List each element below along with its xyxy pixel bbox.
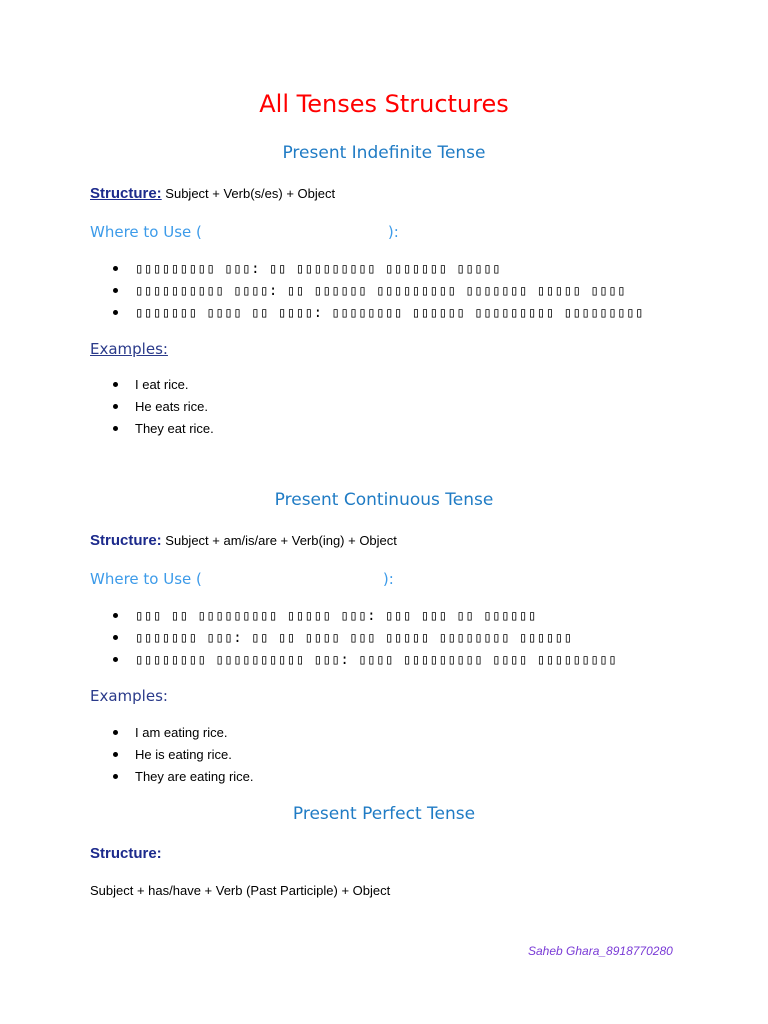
examples-heading: Examples: — [90, 687, 168, 705]
where-to-use-label: Where to Use ( — [90, 223, 202, 241]
structure-formula: Subject + am/is/are + Verb(ing) + Object — [161, 533, 397, 548]
structure-label: Structure: — [90, 185, 162, 202]
usage-list — [110, 258, 644, 324]
author-signature: Saheb Ghara_8918770280 — [528, 944, 673, 958]
where-to-use-label: Where to Use ( — [90, 570, 202, 588]
list-item: ▯▯▯▯▯▯▯ ▯▯▯: ▯▯ ▯▯ ▯▯▯▯ ▯▯▯ ▯▯▯▯▯ ▯▯▯▯▯▯▯▯ ▯▯▯▯▯▯ — [110, 627, 617, 649]
structure-line — [90, 532, 397, 549]
structure-label: Structure: — [90, 532, 162, 549]
structure-label: Structure: — [90, 845, 162, 862]
section-heading-present-indefinite: Present Indefinite Tense — [282, 143, 486, 163]
section-heading-present-continuous: Present Continuous Tense — [274, 490, 494, 510]
examples-list — [110, 374, 214, 440]
list-item: They eat rice. — [110, 418, 214, 440]
where-to-use-heading — [90, 570, 394, 588]
list-item: They are eating rice. — [110, 766, 254, 788]
where-to-use-close: ): — [382, 570, 394, 588]
section-heading-present-perfect: Present Perfect Tense — [292, 804, 476, 824]
list-item: ▯▯▯▯▯▯▯ ▯▯▯▯ ▯▯ ▯▯▯▯: ▯▯▯▯▯▯▯▯ ▯▯▯▯▯▯ ▯▯▯▯▯▯▯▯▯ ▯▯▯▯▯▯▯▯▯ — [110, 302, 644, 324]
where-to-use-heading — [90, 223, 399, 241]
list-item: ▯▯▯▯▯▯▯▯▯▯ ▯▯▯▯: ▯▯ ▯▯▯▯▯▯ ▯▯▯▯▯▯▯▯▯ ▯▯▯▯▯▯▯ ▯▯▯▯▯ ▯▯▯▯ — [110, 280, 644, 302]
usage-list — [110, 605, 617, 671]
list-item: I am eating rice. — [110, 722, 254, 744]
structure-line — [90, 845, 162, 862]
structure-formula: Subject + has/have + Verb (Past Participle) + Object — [90, 883, 391, 898]
list-item: ▯▯▯▯▯▯▯▯▯ ▯▯▯: ▯▯ ▯▯▯▯▯▯▯▯▯ ▯▯▯▯▯▯▯ ▯▯▯▯▯ — [110, 258, 644, 280]
list-item: He eats rice. — [110, 396, 214, 418]
structure-formula: Subject + Verb(s/es) + Object — [161, 186, 336, 201]
examples-heading: Examples: — [90, 340, 168, 358]
list-item: He is eating rice. — [110, 744, 254, 766]
list-item: ▯▯▯ ▯▯ ▯▯▯▯▯▯▯▯▯ ▯▯▯▯▯ ▯▯▯: ▯▯▯ ▯▯▯ ▯▯ ▯▯▯▯▯▯ — [110, 605, 617, 627]
list-item: ▯▯▯▯▯▯▯▯ ▯▯▯▯▯▯▯▯▯▯ ▯▯▯: ▯▯▯▯ ▯▯▯▯▯▯▯▯▯ ▯▯▯▯ ▯▯▯▯▯▯▯▯▯ — [110, 649, 617, 671]
examples-list — [110, 722, 254, 788]
where-to-use-close: ): — [387, 223, 399, 241]
document-title: All Tenses Structures — [259, 90, 509, 118]
list-item: I eat rice. — [110, 374, 214, 396]
structure-line — [90, 185, 335, 202]
